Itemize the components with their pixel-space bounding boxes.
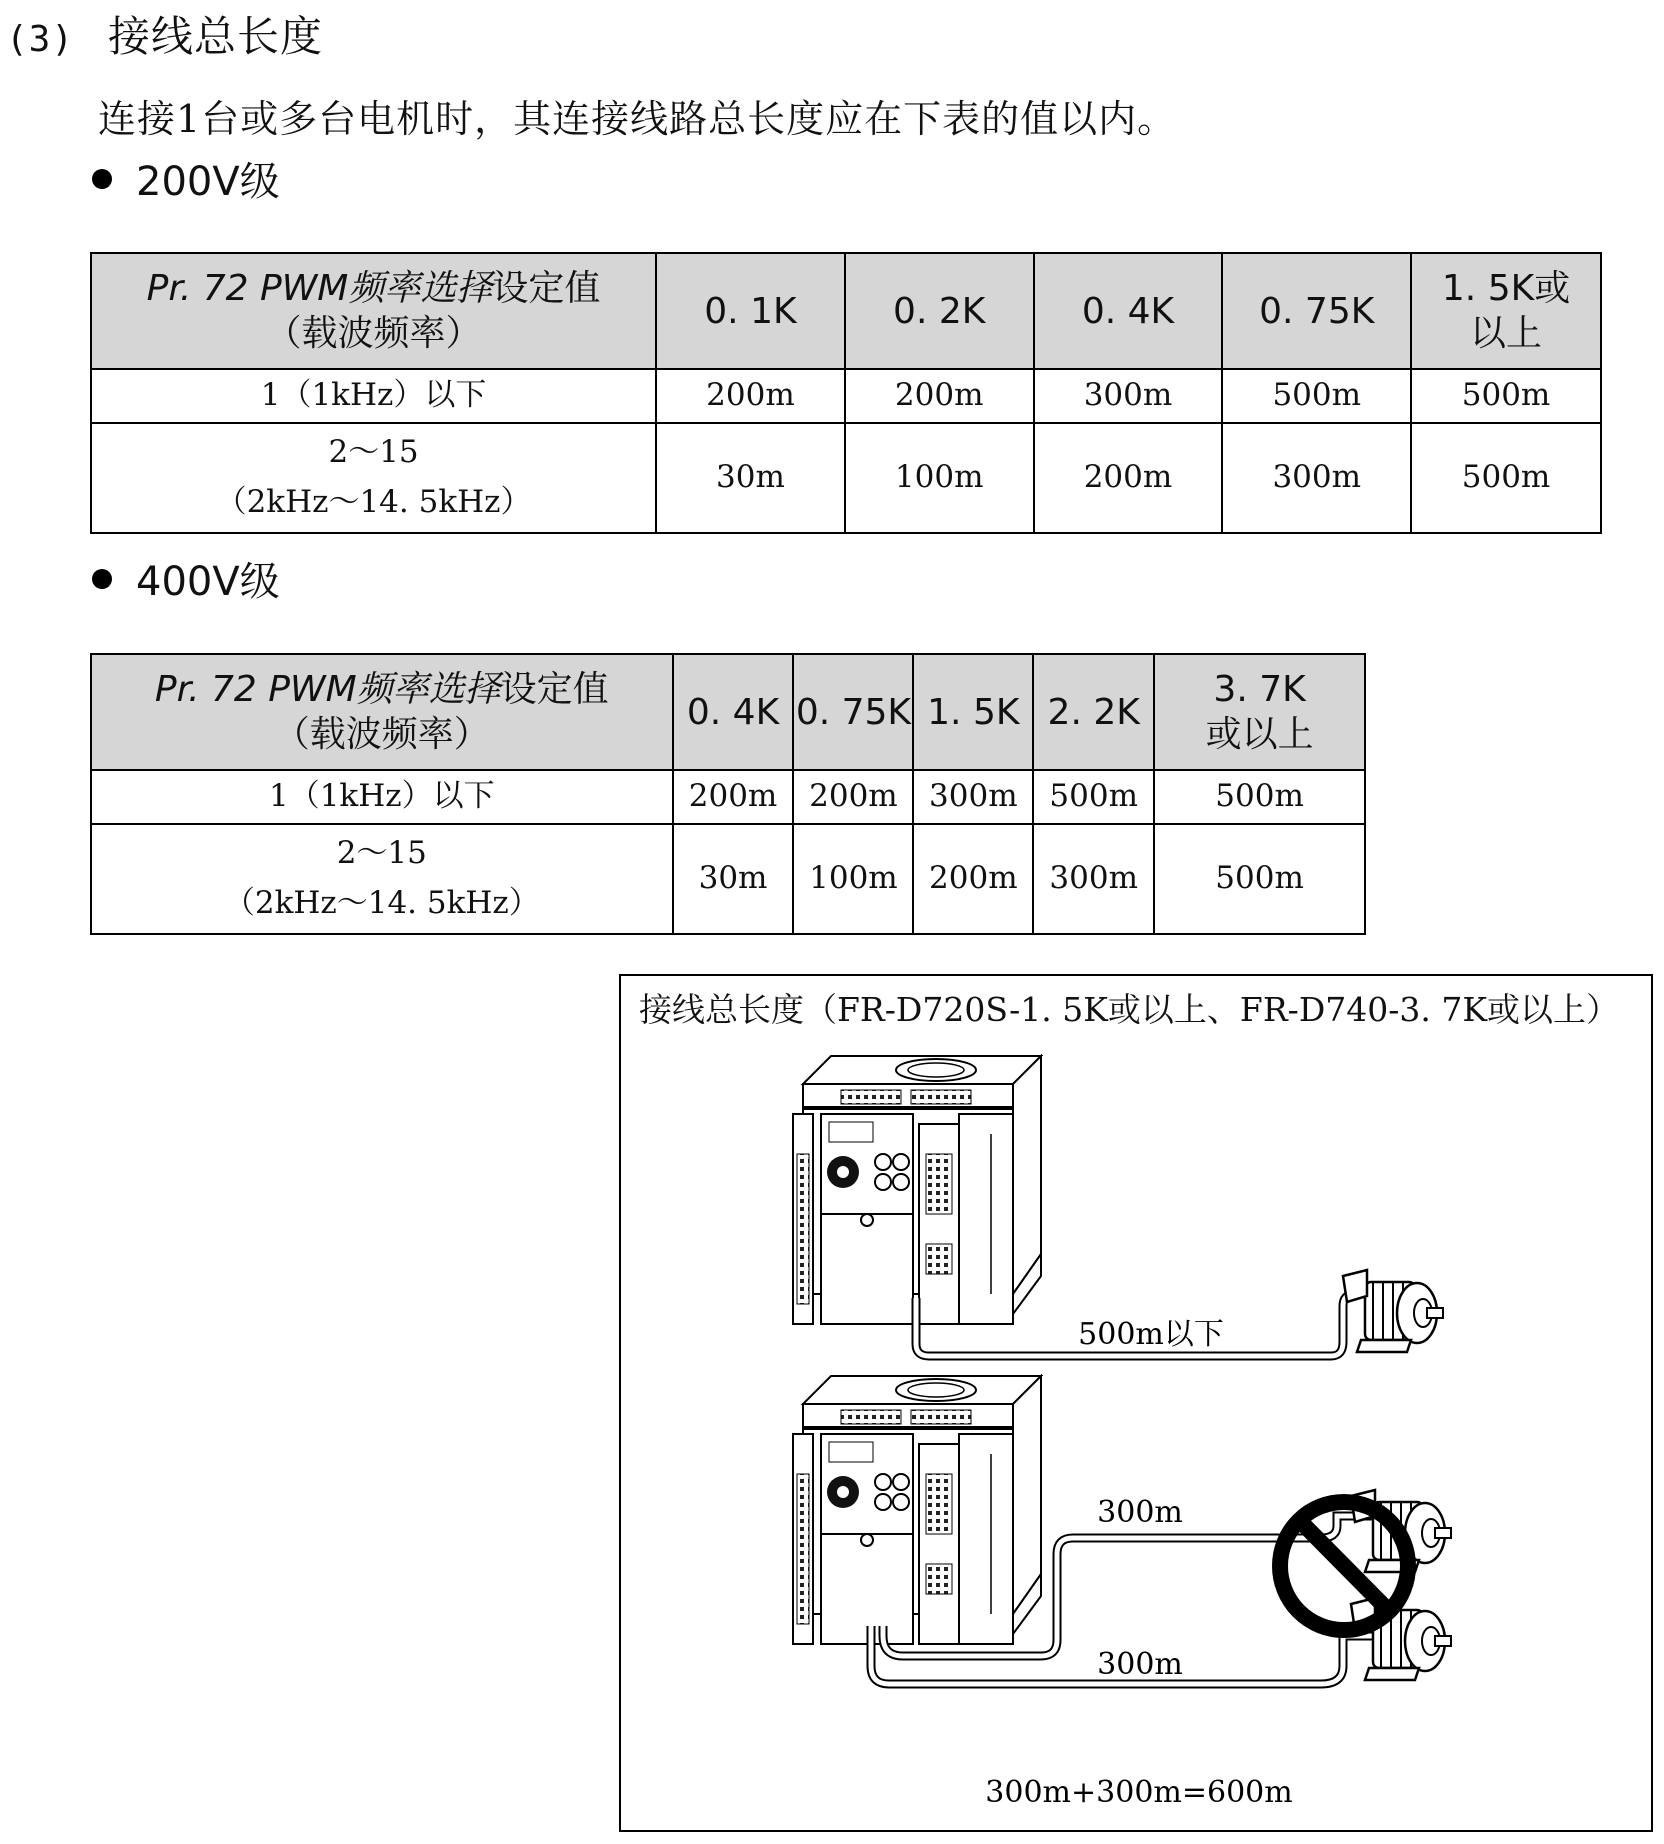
label-300m-lower: 300m	[1097, 1647, 1183, 1682]
label-total: 300m+300m=600m	[985, 1775, 1293, 1810]
label-300m-upper: 300m	[1097, 1495, 1183, 1530]
intro-text: 连接1台或多台电机时，其连接线路总长度应在下表的值以内。	[98, 97, 1177, 141]
row-label	[91, 423, 656, 533]
bullet-label: 400V级	[136, 559, 280, 605]
table-header-row	[91, 253, 1601, 369]
header-setting-cell	[91, 654, 673, 770]
cell-value: 30m	[673, 824, 794, 934]
motor-icon	[1343, 1270, 1443, 1352]
bullet-dot-icon	[92, 569, 112, 589]
table-row	[91, 770, 1365, 824]
row-label	[91, 824, 673, 934]
cell-value: 500m	[1033, 770, 1154, 824]
bullet-dot-icon	[92, 169, 112, 189]
row-label-sub: （2kHz～14. 5kHz）	[223, 885, 540, 921]
inverter-icon	[793, 1376, 1041, 1644]
cell-value: 200m	[1034, 423, 1223, 533]
cell-value: 30m	[656, 423, 845, 533]
figure-diagram	[621, 976, 1651, 1830]
col-header: 1. 5K或以上	[1411, 253, 1601, 369]
cell-value: 300m	[1222, 423, 1411, 533]
header-sub: （载波频率）	[265, 313, 482, 354]
header-param: Pr. 72 PWM频率选择	[154, 669, 501, 710]
row-label-sub: （2kHz～14. 5kHz）	[215, 484, 532, 520]
bullet-200v	[92, 150, 280, 207]
row-label: 1（1kHz）以下	[91, 369, 656, 423]
header-suffix: 设定值	[500, 669, 609, 710]
header-setting-cell	[91, 253, 656, 369]
cell-value: 500m	[1154, 824, 1365, 934]
header-param: Pr. 72 PWM频率选择	[146, 268, 493, 309]
table-row	[91, 423, 1601, 533]
cell-value: 200m	[673, 770, 794, 824]
col-header: 0. 2K	[845, 253, 1034, 369]
col-header: 2. 2K	[1033, 654, 1154, 770]
cell-value: 500m	[1154, 770, 1365, 824]
bullet-label: 200V级	[136, 159, 280, 205]
cell-value: 200m	[913, 824, 1033, 934]
col-header: 3. 7K或以上	[1154, 654, 1365, 770]
header-suffix: 设定值	[492, 268, 601, 309]
cell-value: 100m	[845, 423, 1034, 533]
cell-value: 300m	[1033, 824, 1154, 934]
col-header: 0. 75K	[793, 654, 913, 770]
col-header: 0. 4K	[673, 654, 794, 770]
cell-value: 300m	[913, 770, 1033, 824]
figure-title: 接线总长度（FR-D720S-1. 5K或以上、FR-D740-3. 7K或以上）	[639, 990, 1620, 1029]
col-header: 0. 4K	[1034, 253, 1223, 369]
table-row	[91, 824, 1365, 934]
cell-value: 500m	[1222, 369, 1411, 423]
wiring-figure	[619, 974, 1653, 1832]
section-number: (3)	[6, 19, 75, 60]
cell-value: 300m	[1034, 369, 1223, 423]
cell-value: 100m	[793, 824, 913, 934]
section-title: 接线总长度	[108, 12, 324, 61]
table-400v	[90, 653, 1366, 935]
row-label-main: 2～15	[328, 434, 419, 471]
col-header: 0. 1K	[656, 253, 845, 369]
cell-value: 200m	[845, 369, 1034, 423]
bullet-400v	[92, 550, 280, 607]
header-sub: （载波频率）	[273, 714, 490, 755]
inverter-icon	[793, 1056, 1041, 1324]
cell-value: 500m	[1411, 423, 1601, 533]
section-heading	[6, 4, 323, 64]
label-500m: 500m以下	[1078, 1317, 1224, 1352]
cell-value: 500m	[1411, 369, 1601, 423]
row-label: 1（1kHz）以下	[91, 770, 673, 824]
col-header: 0. 75K	[1222, 253, 1411, 369]
row-label-main: 2～15	[336, 835, 427, 872]
table-row	[91, 369, 1601, 423]
cell-value: 200m	[656, 369, 845, 423]
table-200v	[90, 252, 1602, 534]
table-header-row	[91, 654, 1365, 770]
col-header: 1. 5K	[913, 654, 1033, 770]
cell-value: 200m	[793, 770, 913, 824]
